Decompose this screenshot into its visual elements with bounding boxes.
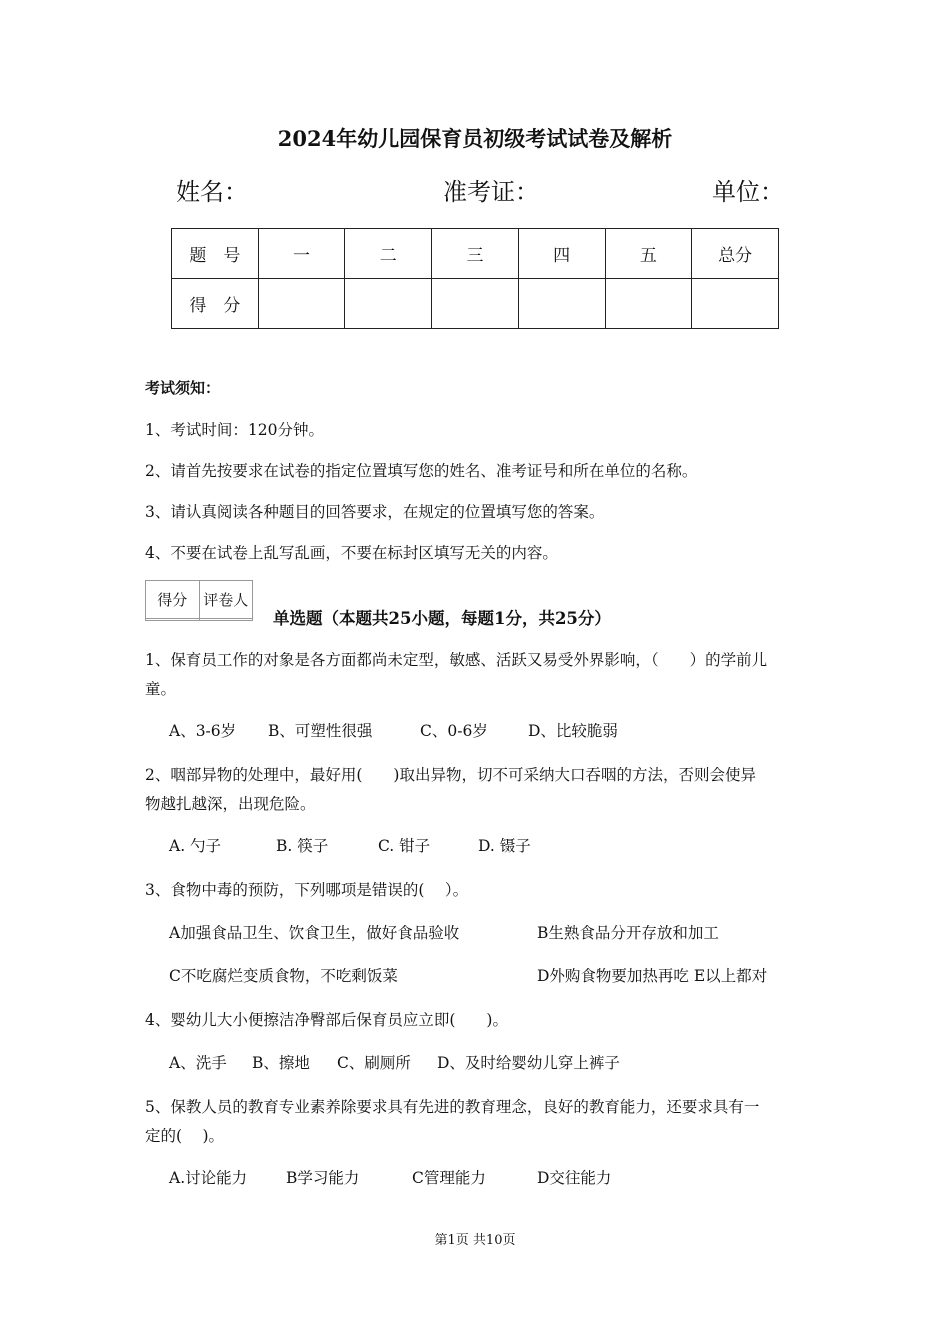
question-text: 5、保教人员的教育专业素养除要求具有先进的教育理念，良好的教育能力，还要求具有一: [145, 1098, 760, 1116]
exam-id-field-label: 准考证：: [443, 178, 539, 206]
question-option: D交往能力: [537, 1169, 612, 1187]
score-entry-cell[interactable]: [345, 279, 432, 329]
mini-grader-cell[interactable]: [199, 619, 253, 621]
question-option: D外购食物要加热再吃 E以上都对: [537, 967, 768, 985]
score-entry-cell[interactable]: [432, 279, 519, 329]
question-option: B. 筷子: [276, 837, 329, 855]
question-option: C不吃腐烂变质食物，不吃剩饭菜: [169, 967, 398, 985]
question-option: D. 镊子: [478, 837, 531, 855]
exam-title: 2024年幼儿园保育员初级考试试卷及解析: [277, 126, 673, 151]
question-option: A、洗手: [169, 1054, 227, 1072]
question-option: D、及时给婴幼儿穿上裤子: [437, 1054, 620, 1072]
instruction-item: 3、请认真阅读各种题目的回答要求，在规定的位置填写您的答案。: [145, 503, 605, 521]
question-option: A. 勺子: [169, 837, 222, 855]
grader-mini-table: [145, 580, 253, 621]
page-footer: 第1页 共10页: [434, 1233, 516, 1248]
question-text: 童。: [145, 680, 177, 698]
question-option: C、0-6岁: [420, 722, 488, 740]
question-text: 1、保育员工作的对象是各方面都尚未定型，敏感、活跃又易受外界影响，（ ）的学前儿: [145, 651, 768, 669]
instruction-item: 2、请首先按要求在试卷的指定位置填写您的姓名、准考证号和所在单位的名称。: [145, 462, 698, 480]
question-option: A、3-6岁: [169, 722, 237, 740]
question-option: B、擦地: [252, 1054, 310, 1072]
instruction-item: 4、不要在试卷上乱写乱画，不要在标封区填写无关的内容。: [145, 544, 558, 562]
question-option: B生熟食品分开存放和加工: [537, 924, 719, 942]
question-option: C管理能力: [412, 1169, 486, 1187]
name-field-label: 姓名：: [176, 178, 248, 206]
score-header-cell: 五: [605, 229, 692, 279]
score-entry-cell[interactable]: [692, 279, 779, 329]
score-entry-cell[interactable]: [605, 279, 692, 329]
score-header-cell: 一: [258, 229, 345, 279]
question-text: 定的( )。: [145, 1127, 225, 1145]
question-text: 3、食物中毒的预防，下列哪项是错误的( ）。: [145, 881, 469, 899]
instruction-item: 1、考试时间：120分钟。: [145, 421, 324, 439]
mini-score-cell[interactable]: [146, 619, 200, 621]
question-text: 物越扎越深，出现危险。: [145, 795, 316, 813]
score-header-total: 总分: [692, 229, 779, 279]
mini-grader-label: 评卷人: [199, 581, 253, 619]
score-table-header-row: [172, 229, 779, 279]
score-header-cell: 三: [432, 229, 519, 279]
question-option: D、比较脆弱: [528, 722, 618, 740]
question-option: C、刷厕所: [337, 1054, 411, 1072]
mini-score-label: 得分: [146, 581, 200, 619]
question-text: 2、咽部异物的处理中，最好用( )取出异物，切不可采纳大口吞咽的方法，否则会使异: [145, 766, 756, 784]
score-entry-cell[interactable]: [518, 279, 605, 329]
score-header-cell: 四: [518, 229, 605, 279]
question-option: B、可塑性很强: [268, 722, 373, 740]
question-option: A加强食品卫生、饮食卫生，做好食品验收: [169, 924, 460, 942]
score-header-label: 题 号: [172, 229, 259, 279]
question-option: C. 钳子: [378, 837, 431, 855]
score-row-label: 得 分: [172, 279, 259, 329]
score-table-score-row: [172, 279, 779, 329]
question-option: B学习能力: [286, 1169, 360, 1187]
unit-field-label: 单位：: [712, 178, 784, 206]
question-text: 4、婴幼儿大小便擦洁净臀部后保育员应立即( )。: [145, 1011, 508, 1029]
score-entry-cell[interactable]: [258, 279, 345, 329]
question-option: A.讨论能力: [169, 1169, 248, 1187]
section-title: 单选题（本题共25小题，每题1分，共25分）: [273, 609, 611, 628]
score-header-cell: 二: [345, 229, 432, 279]
score-table: [171, 228, 779, 329]
instructions-heading: 考试须知：: [145, 379, 221, 397]
